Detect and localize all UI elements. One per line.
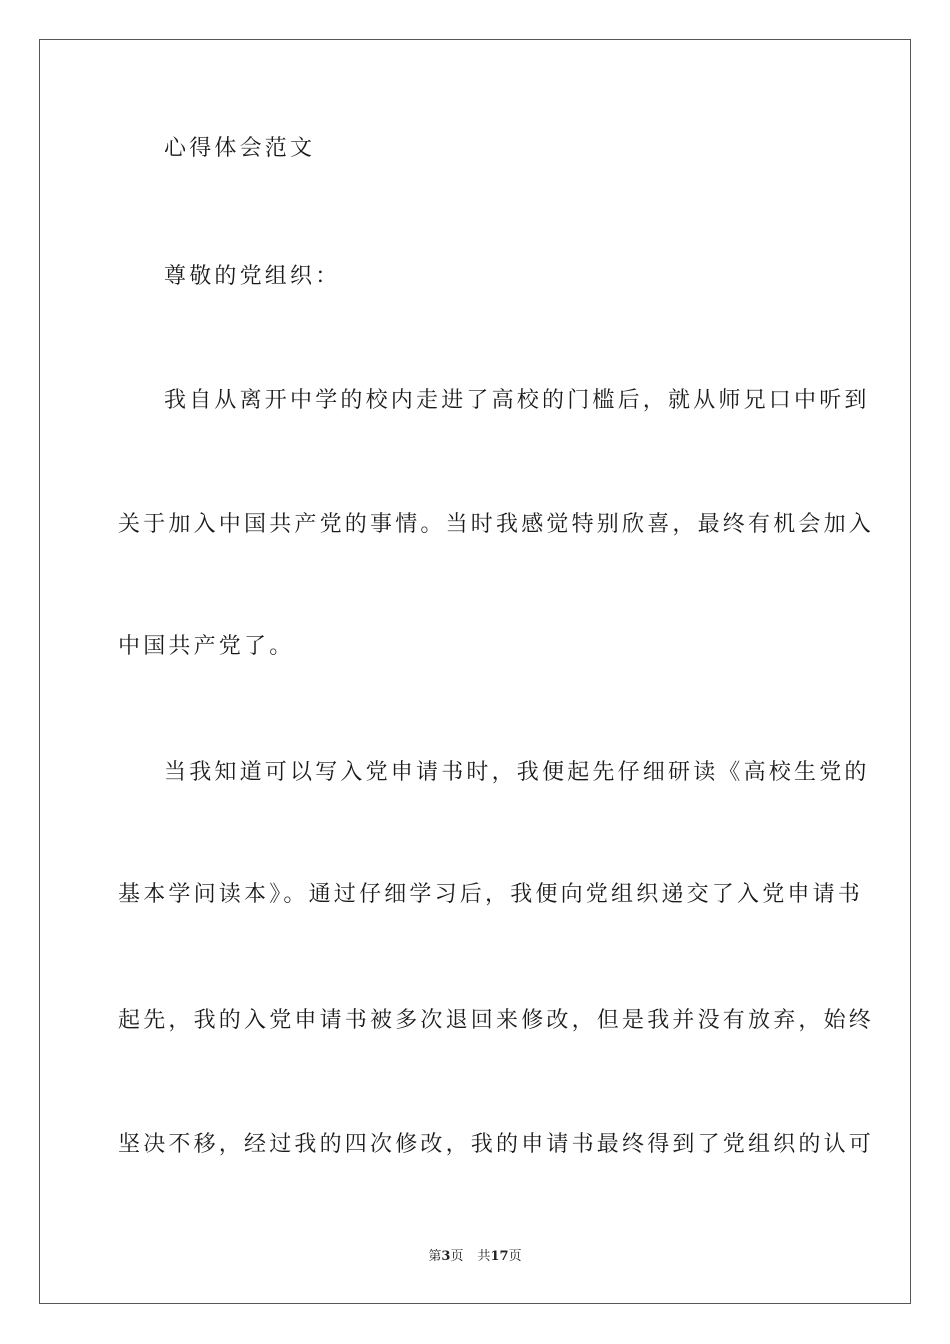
page-prefix: 第 (428, 1249, 442, 1264)
page-border (39, 39, 911, 1304)
paragraph-1-line-1: 我自从离开中学的校内走进了高校的门槛后，就从师兄口中听到 (164, 388, 870, 413)
total-page-count: 17 (490, 1249, 509, 1264)
document-title: 心得体会范文 (164, 136, 316, 161)
paragraph-1-line-3: 中国共产党了。 (118, 634, 295, 659)
paragraph-2-line-4: 坚决不移，经过我的四次修改，我的申请书最终得到了党组织的认可 (118, 1132, 875, 1157)
page-suffix: 页 (450, 1249, 464, 1264)
current-page-number: 3 (441, 1249, 451, 1264)
paragraph-2-line-1: 当我知道可以写入党申请书时，我便起先仔细研读《高校生党的 (164, 760, 870, 785)
paragraph-2-line-3: 起先，我的入党申请书被多次退回来修改，但是我并没有放弃，始终 (118, 1008, 875, 1033)
salutation: 尊敬的党组织： (164, 264, 341, 289)
paragraph-2-line-2: 基本学问读本》。通过仔细学习后，我便向党组织递交了入党申请书 (118, 882, 864, 907)
total-suffix: 页 (508, 1249, 522, 1264)
page-footer (0, 1248, 950, 1266)
paragraph-1-line-2: 关于加入中国共产党的事情。当时我感觉特别欣喜，最终有机会加入 (118, 512, 875, 537)
total-prefix: 共 (477, 1249, 491, 1264)
